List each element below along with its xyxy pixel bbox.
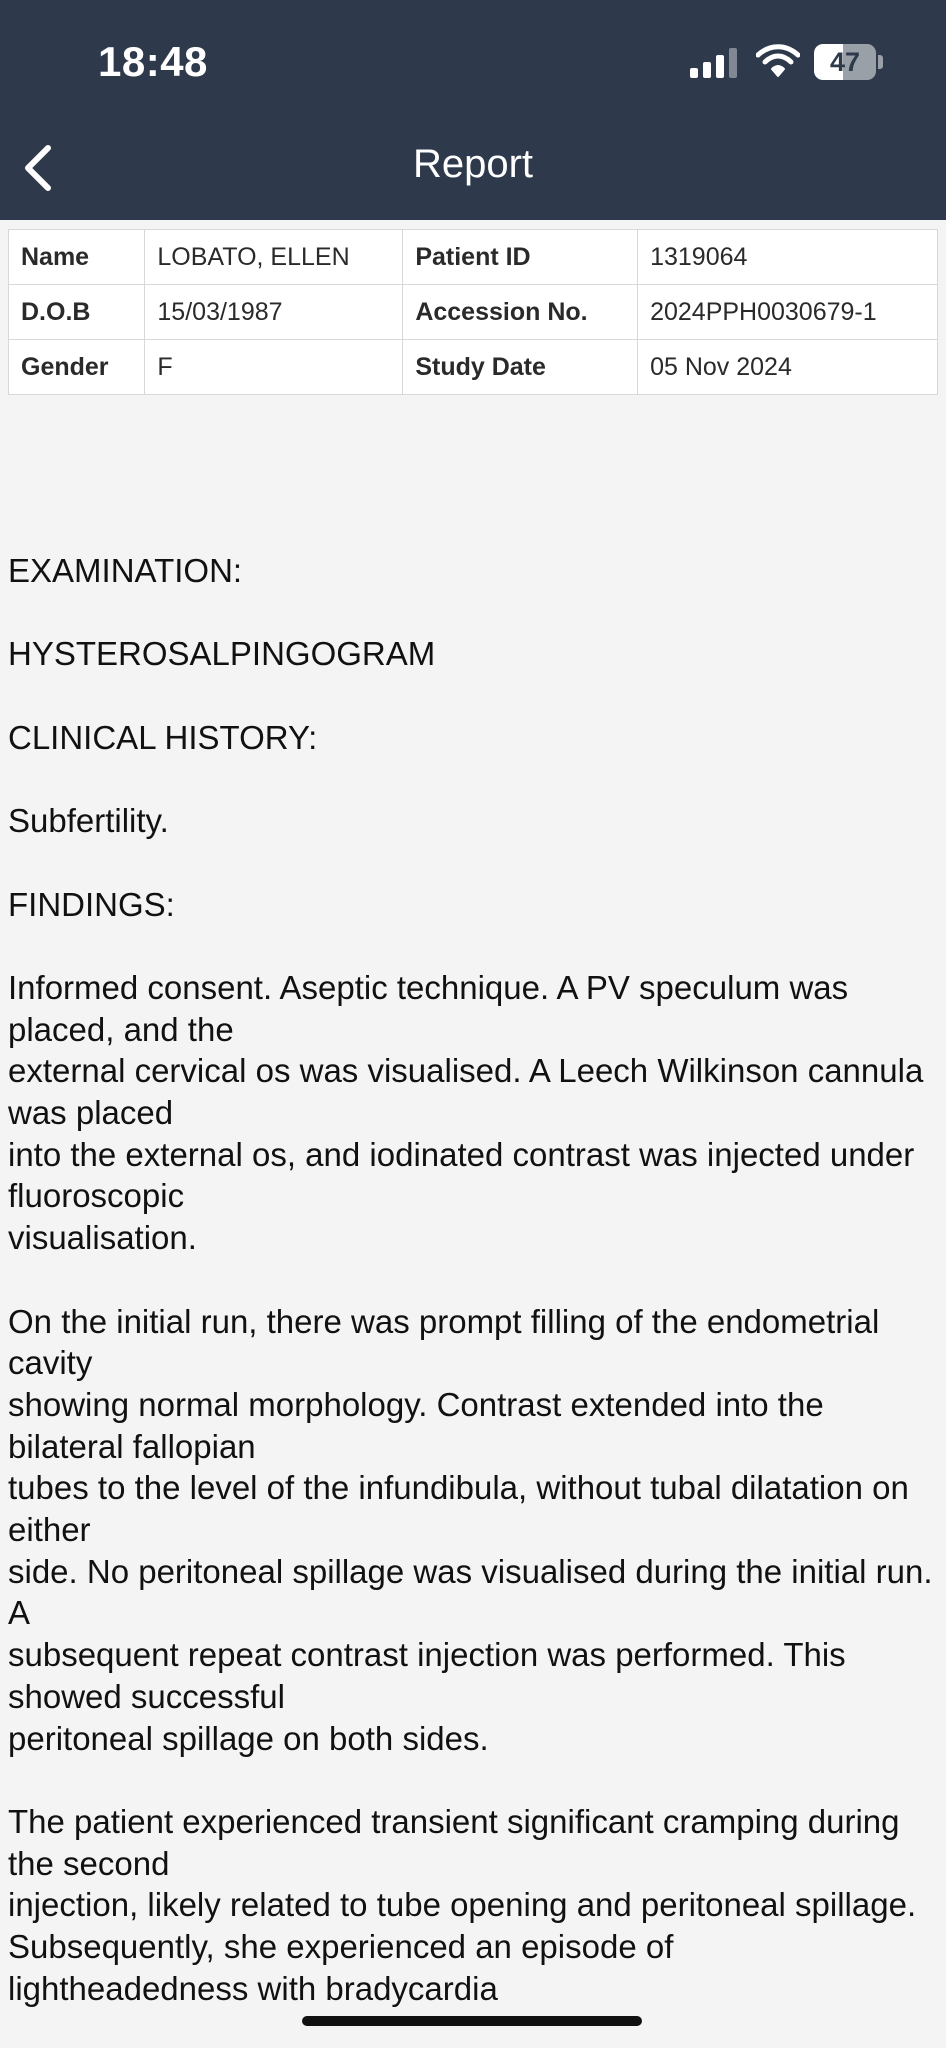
cellular-signal-icon [690, 48, 738, 78]
findings-line: peritoneal spillage on both sides. [8, 1719, 489, 1757]
findings-line: lightheadedness with bradycardia [8, 1969, 498, 2007]
accession-value: 2024PPH0030679-1 [638, 285, 938, 340]
findings-line: injection, likely related to tube opening and peritoneal spillage. [8, 1886, 917, 1924]
dob-label: D.O.B [9, 285, 145, 340]
signal-bar [703, 62, 711, 78]
findings-heading: FINDINGS: [8, 885, 175, 923]
home-indicator[interactable] [302, 2016, 642, 2026]
examination-value: HYSTEROSALPINGOGRAM [8, 635, 436, 673]
table-row [9, 340, 938, 395]
findings-line: showing normal morphology. Contrast extended into the bilateral fallopian [8, 1385, 824, 1465]
findings-line: Informed consent. Aseptic technique. A PV speculum was placed, and the [8, 968, 849, 1048]
accession-label: Accession No. [403, 285, 638, 340]
clinical-history-heading: CLINICAL HISTORY: [8, 718, 318, 756]
findings-line: Subsequently, she experienced an episode of [8, 1928, 674, 1966]
signal-bar [729, 48, 737, 78]
clinical-history-value: Subfertility. [8, 802, 169, 840]
app-header [0, 0, 946, 220]
battery-icon [814, 44, 876, 80]
dob-value: 15/03/1987 [145, 285, 403, 340]
patient-info-table [8, 229, 938, 395]
battery-cap [878, 55, 883, 69]
examination-heading: EXAMINATION: [8, 552, 243, 589]
page-title: Report [412, 142, 534, 186]
findings-line: external cervical os was visualised. A Leech Wilkinson cannula was placed [8, 1052, 924, 1132]
signal-bar [690, 68, 698, 78]
signal-bar [716, 55, 724, 78]
status-time: 18:48 [98, 38, 208, 85]
findings-line: into the external os, and iodinated contrast was injected under fluoroscopic [8, 1135, 915, 1215]
name-value: LOBATO, ELLEN [145, 230, 403, 285]
study-date-label: Study Date [403, 340, 638, 395]
findings-line: tubes to the level of the infundibula, without tubal dilatation on either [8, 1469, 909, 1549]
table-row [9, 230, 938, 285]
findings-line: subsequent repeat contrast injection was performed. This showed successful [8, 1636, 846, 1715]
findings-line: side. No peritoneal spillage was visualised during the initial run. A [8, 1552, 933, 1632]
findings-line: On the initial run, there was prompt filling of the endometrial cavity [8, 1302, 880, 1382]
patient-id-value: 1319064 [638, 230, 938, 285]
study-date-value: 05 Nov 2024 [638, 340, 938, 395]
name-label: Name [9, 230, 145, 285]
gender-label: Gender [9, 340, 145, 395]
patient-id-label: Patient ID [403, 230, 638, 285]
report-body [8, 550, 938, 2010]
table-row [9, 285, 938, 340]
wifi-icon [756, 44, 800, 78]
gender-value: F [145, 340, 403, 395]
findings-line: The patient experienced transient significant cramping during the second [8, 1802, 900, 1882]
battery-percent: 47 [829, 47, 861, 77]
findings-line: visualisation. [8, 1219, 197, 1257]
